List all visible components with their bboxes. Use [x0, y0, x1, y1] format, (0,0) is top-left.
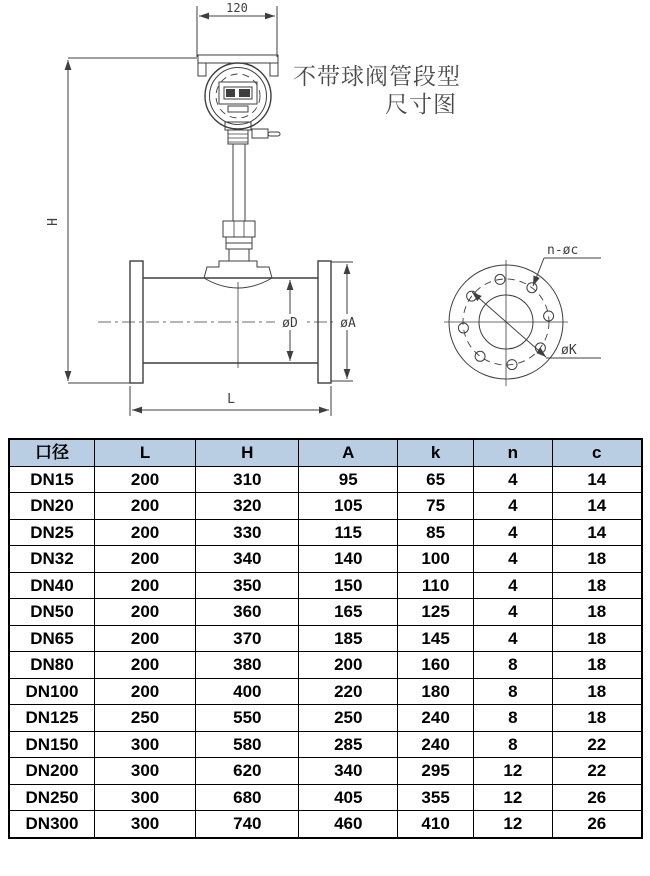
value-cell: 100	[398, 546, 474, 573]
header-cell-2: H	[196, 439, 299, 466]
table-row	[9, 678, 642, 705]
union-nut	[223, 221, 255, 237]
table-row	[9, 705, 642, 732]
header-cell-0: 口径	[9, 439, 94, 466]
header-cell-6: c	[552, 439, 642, 466]
value-cell: 320	[196, 493, 299, 520]
head-housing-inner	[210, 68, 267, 125]
value-cell: 4	[474, 466, 552, 493]
diameter-cell: DN65	[9, 625, 94, 652]
value-cell: 200	[299, 652, 398, 679]
display-digit-block	[226, 89, 235, 97]
value-cell: 8	[474, 652, 552, 679]
cable-entry	[252, 129, 268, 138]
transmitter-head	[198, 55, 280, 144]
value-cell: 300	[94, 731, 195, 758]
header-cell-1: L	[94, 439, 195, 466]
value-cell: 340	[299, 758, 398, 785]
value-cell: 360	[196, 599, 299, 626]
value-cell: 18	[552, 652, 642, 679]
value-cell: 22	[552, 731, 642, 758]
cable-entry-pin	[268, 132, 280, 136]
dim-a-label: øA	[340, 316, 356, 331]
value-cell: 405	[299, 784, 398, 811]
value-cell: 14	[552, 466, 642, 493]
value-cell: 4	[474, 493, 552, 520]
dim-d-label: øD	[282, 316, 298, 331]
value-cell: 355	[398, 784, 474, 811]
head-bezel-ring	[216, 74, 260, 118]
diameter-cell: DN125	[9, 705, 94, 732]
value-cell: 285	[299, 731, 398, 758]
table-row	[9, 466, 642, 493]
diameter-cell: DN150	[9, 731, 94, 758]
value-cell: 4	[474, 519, 552, 546]
head-lug-left	[198, 63, 206, 76]
title-line1: 不带球阀管段型	[293, 63, 461, 89]
stem-ring	[226, 243, 252, 249]
value-cell: 14	[552, 519, 642, 546]
value-cell: 18	[552, 625, 642, 652]
value-cell: 740	[196, 811, 299, 838]
dimension-bore	[275, 280, 304, 361]
flowmeter-drawing-svg	[0, 0, 650, 437]
value-cell: 380	[196, 652, 299, 679]
display-frame	[219, 82, 257, 104]
stem-ring	[226, 237, 252, 243]
header-cell-3: A	[299, 439, 398, 466]
value-cell: 340	[196, 546, 299, 573]
diameter-cell: DN100	[9, 678, 94, 705]
diameter-cell: DN250	[9, 784, 94, 811]
display-digit-block	[239, 89, 250, 97]
value-cell: 95	[299, 466, 398, 493]
dimension-length	[130, 386, 331, 416]
table-body	[9, 466, 642, 838]
value-cell: 240	[398, 731, 474, 758]
value-cell: 620	[196, 758, 299, 785]
table-row	[9, 731, 642, 758]
value-cell: 145	[398, 625, 474, 652]
value-cell: 12	[474, 811, 552, 838]
value-cell: 240	[398, 705, 474, 732]
value-cell: 12	[474, 758, 552, 785]
value-cell: 300	[94, 811, 195, 838]
table-row	[9, 811, 642, 838]
value-cell: 18	[552, 705, 642, 732]
value-cell: 165	[299, 599, 398, 626]
dim-h-label: H	[46, 218, 61, 226]
value-cell: 250	[299, 705, 398, 732]
table-row	[9, 652, 642, 679]
table-row	[9, 784, 642, 811]
value-cell: 12	[474, 784, 552, 811]
diameter-cell: DN300	[9, 811, 94, 838]
value-cell: 14	[552, 493, 642, 520]
value-cell: 4	[474, 599, 552, 626]
dim-120-label: 120	[226, 1, 248, 15]
value-cell: 8	[474, 731, 552, 758]
dimension-table	[8, 438, 643, 839]
value-cell: 26	[552, 811, 642, 838]
dim-k-label: øK	[561, 343, 577, 358]
value-cell: 220	[299, 678, 398, 705]
value-cell: 310	[196, 466, 299, 493]
table-row	[9, 625, 642, 652]
value-cell: 200	[94, 625, 195, 652]
dimension-drawing	[0, 0, 650, 437]
value-cell: 140	[299, 546, 398, 573]
diameter-cell: DN40	[9, 572, 94, 599]
value-cell: 400	[196, 678, 299, 705]
value-cell: 22	[552, 758, 642, 785]
dimension-table-section	[0, 437, 650, 839]
flange-face-view	[444, 243, 601, 386]
value-cell: 8	[474, 678, 552, 705]
value-cell: 550	[196, 705, 299, 732]
table-row	[9, 546, 642, 573]
head-cover	[198, 55, 278, 63]
value-cell: 200	[94, 546, 195, 573]
diameter-cell: DN20	[9, 493, 94, 520]
value-cell: 330	[196, 519, 299, 546]
table-row	[9, 758, 642, 785]
value-cell: 200	[94, 678, 195, 705]
value-cell: 26	[552, 784, 642, 811]
value-cell: 200	[94, 599, 195, 626]
value-cell: 85	[398, 519, 474, 546]
value-cell: 370	[196, 625, 299, 652]
value-cell: 18	[552, 678, 642, 705]
header-cell-5: n	[474, 439, 552, 466]
value-cell: 115	[299, 519, 398, 546]
table-row	[9, 519, 642, 546]
value-cell: 300	[94, 758, 195, 785]
value-cell: 150	[299, 572, 398, 599]
head-housing-outer	[205, 63, 271, 129]
value-cell: 200	[94, 652, 195, 679]
dimension-top-width	[197, 1, 277, 57]
value-cell: 18	[552, 572, 642, 599]
value-cell: 410	[398, 811, 474, 838]
table-row	[9, 572, 642, 599]
table-row	[9, 599, 642, 626]
value-cell: 250	[94, 705, 195, 732]
value-cell: 65	[398, 466, 474, 493]
value-cell: 4	[474, 546, 552, 573]
table-header-row	[9, 439, 642, 466]
value-cell: 200	[94, 572, 195, 599]
value-cell: 75	[398, 493, 474, 520]
value-cell: 180	[398, 678, 474, 705]
header-cell-4: k	[398, 439, 474, 466]
value-cell: 4	[474, 572, 552, 599]
value-cell: 18	[552, 546, 642, 573]
value-cell: 580	[196, 731, 299, 758]
value-cell: 110	[398, 572, 474, 599]
flowmeter-body	[98, 261, 362, 383]
dimension-flange-od	[331, 262, 362, 381]
value-cell: 125	[398, 599, 474, 626]
value-cell: 4	[474, 625, 552, 652]
value-cell: 185	[299, 625, 398, 652]
value-cell: 680	[196, 784, 299, 811]
value-cell: 460	[299, 811, 398, 838]
table-row	[9, 493, 642, 520]
diameter-cell: DN200	[9, 758, 94, 785]
dim-l-label: L	[227, 392, 235, 407]
value-cell: 105	[299, 493, 398, 520]
dimension-height	[46, 58, 197, 383]
value-cell: 200	[94, 466, 195, 493]
diameter-cell: DN15	[9, 466, 94, 493]
stem-lower-tube	[229, 249, 249, 261]
diameter-cell: DN80	[9, 652, 94, 679]
value-cell: 18	[552, 599, 642, 626]
value-cell: 350	[196, 572, 299, 599]
diameter-cell: DN25	[9, 519, 94, 546]
value-cell: 200	[94, 493, 195, 520]
value-cell: 295	[398, 758, 474, 785]
value-cell: 300	[94, 784, 195, 811]
title-line2: 尺寸图	[385, 91, 457, 117]
value-cell: 160	[398, 652, 474, 679]
value-cell: 8	[474, 705, 552, 732]
sensor-stem	[204, 144, 272, 288]
head-lug-right	[270, 63, 278, 76]
dim-nc-label: n-øc	[547, 243, 579, 258]
display-label-plate	[228, 106, 248, 112]
diameter-cell: DN50	[9, 599, 94, 626]
drawing-title	[293, 63, 461, 117]
value-cell: 200	[94, 519, 195, 546]
diameter-cell: DN32	[9, 546, 94, 573]
